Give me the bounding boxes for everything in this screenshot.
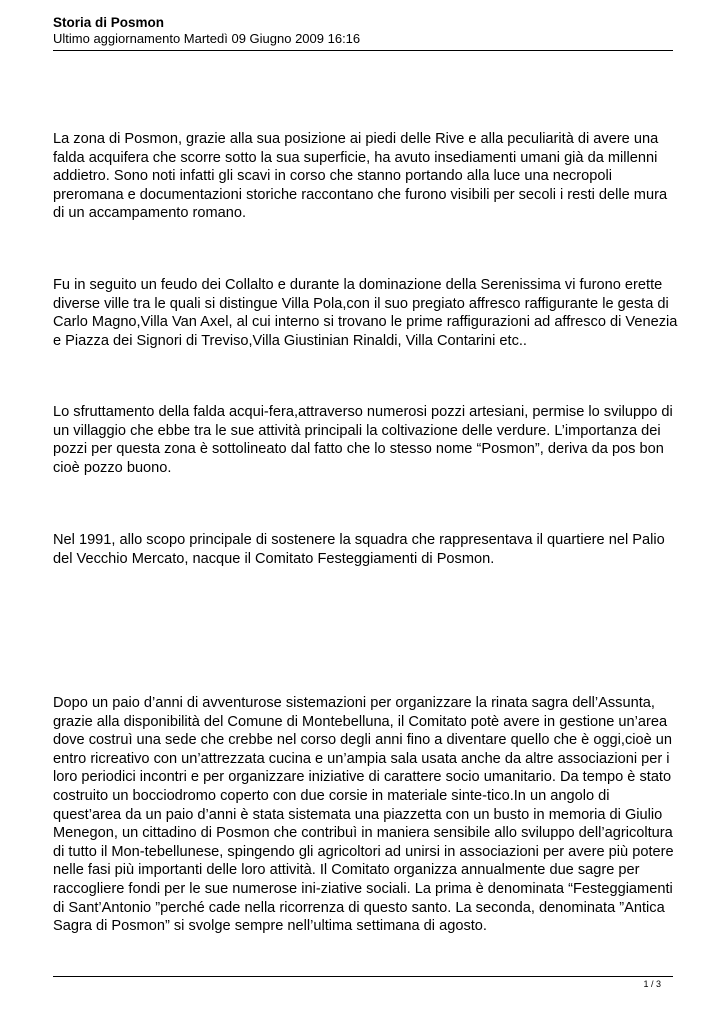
paragraph-2: Fu in seguito un feudo dei Collalto e durante la dominazione della Serenissima vi furono erette diverse ville tra le quali si distingue Villa Pola,con il suo pregiato affresco raffigurante le gesta di Carlo Magno,Villa Van Axel, al cui interno si trovano le prime raffigurazioni ad affresco di Venezia e Piazza dei Signori di Treviso,Villa Giustinian Rinaldi, Villa Contarini etc..: [53, 277, 678, 349]
paragraph-4: Nel 1991, allo scopo principale di sostenere la squadra che rappresentava il quartiere nel Palio del Vecchio Mercato, nacque il Comitato Festeggiamenti di Posmon.: [53, 532, 665, 567]
page-number: 1 / 3: [643, 979, 661, 989]
footer-divider: [53, 976, 673, 977]
header-divider: [53, 50, 673, 51]
document-title: Storia di Posmon: [53, 15, 165, 30]
paragraph-5: Dopo un paio d’anni di avventurose sistemazioni per organizzare la rinata sagra dell’Assunta, grazie alla disponibilità del Comune di Montebelluna, il Comitato potè avere in gestione un’area dove costruì una sede che crebbe nel corso degli anni fino a diventare quello che è oggi,cioè un entro ricreativo con un’attrezzata cucina e un’ampia sala usata anche da altre associazioni per i loro periodici incontri e per organizzare iniziative di carattere socio umanitario. Da tempo è stato costruito un bocciodromo coperto con due corsie in materiale sinte-tico.In un angolo di quest’area da un paio d’anni è stata sistemata una piazzetta con un busto in memoria di Giulio Menegon, un cittadino di Posmon che contribuì in maniera sensibile allo sviluppo dell’agricoltura di tutto il Mon-tebellunese, spingendo gli agricoltori ad unirsi in associazioni per avere più potere nelle fasi più importanti delle loro attività. Il Comitato organizza annualmente due sagre per raccogliere fondi per le sue numerose ini-ziative sociali. La prima è denominata “Festeggiamenti di Sant’Antonio ”perché cade nella ricorrenza di questo santo. La seconda, denominata ”Antica Sagra di Posmon” si svolge sempre nell’ultima settimana di agosto.: [53, 695, 674, 935]
paragraph-1: La zona di Posmon, grazie alla sua posizione ai piedi delle Rive e alla peculiarità di avere una falda acquifera che scorre sotto la sua superficie, ha avuto insediamenti umani già da millenni addietro. Sono noti infatti gli scavi in corso che stanno portando alla luce una necropoli preromana e documentazioni storiche raccontano che furono visibili per secoli i resti delle mura di un accampamento romano.: [53, 131, 668, 222]
paragraph-3: Lo sfruttamento della falda acqui-fera,attraverso numerosi pozzi artesiani, permise lo sviluppo di un villaggio che ebbe tra le sue attività principali la coltivazione delle verdure. L’importanza dei pozzi per questa zona è sottolineato dal fatto che lo stesso nome “Posmon”, deriva da pos bon cioè pozzo buono.: [53, 404, 673, 476]
last-updated-text: Ultimo aggiornamento Martedì 09 Giugno 2009 16:16: [53, 31, 361, 46]
page-header: [53, 14, 673, 47]
